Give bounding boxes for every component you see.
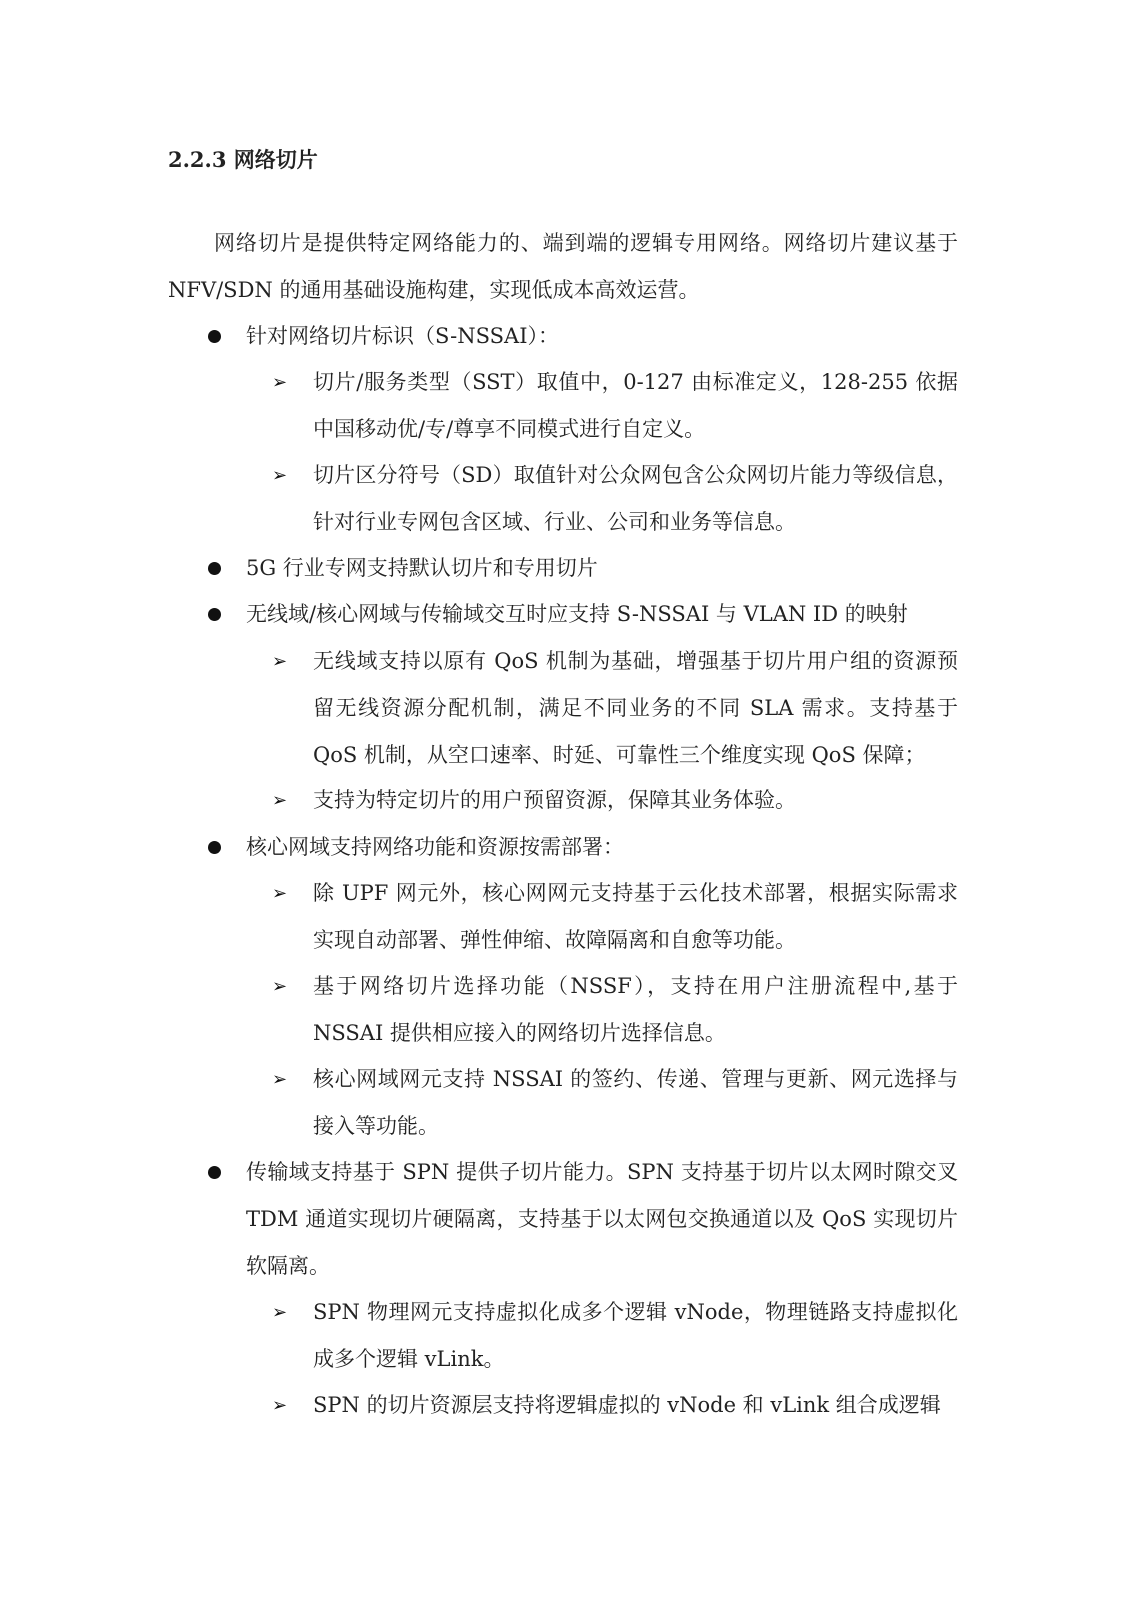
sub-item	[272, 452, 958, 546]
arrow-bullet-icon: ➢	[272, 976, 288, 997]
sub-item	[272, 1382, 958, 1429]
arrow-bullet-icon: ➢	[272, 1069, 288, 1090]
sub-item-text: 支持为特定切片的用户预留资源，保障其业务体验。	[313, 788, 796, 812]
bullet-item	[208, 824, 958, 871]
bullet-item	[208, 1149, 958, 1290]
arrow-bullet-icon: ➢	[272, 651, 288, 672]
sub-item	[272, 870, 958, 964]
sub-item-text: SPN 物理网元支持虚拟化成多个逻辑 vNode，物理链路支持虚拟化成多个逻辑 vLink。	[313, 1300, 958, 1371]
bullet-item	[208, 313, 958, 360]
bullet-dot-icon	[208, 330, 221, 343]
sub-item	[272, 1056, 958, 1150]
arrow-bullet-icon: ➢	[272, 1302, 288, 1323]
bullet-text: 核心网域支持网络功能和资源按需部署：	[246, 835, 624, 859]
arrow-bullet-icon: ➢	[272, 465, 288, 486]
sub-item-text: 除 UPF 网元外，核心网网元支持基于云化技术部署，根据实际需求实现自动部署、弹性伸缩、故障隔离和自愈等功能。	[313, 881, 958, 952]
bullet-text: 传输域支持基于 SPN 提供子切片能力。SPN 支持基于切片以太网时隙交叉 TDM 通道实现切片硬隔离，支持基于以太网包交换通道以及 QoS 实现切片软隔离。	[246, 1160, 958, 1278]
sub-item	[272, 777, 958, 824]
arrow-bullet-icon: ➢	[272, 790, 288, 811]
bullet-dot-icon	[208, 608, 221, 621]
arrow-bullet-icon: ➢	[272, 372, 288, 393]
bullet-dot-icon	[208, 562, 221, 575]
bullet-text: 5G 行业专网支持默认切片和专用切片	[246, 556, 598, 580]
intro-paragraph: 网络切片是提供特定网络能力的、端到端的逻辑专用网络。网络切片建议基于 NFV/SDN 的通用基础设施构建，实现低成本高效运营。	[168, 231, 958, 302]
sub-item	[272, 359, 958, 453]
sub-item-text: 基于网络切片选择功能（NSSF），支持在用户注册流程中,基于 NSSAI 提供相应接入的网络切片选择信息。	[313, 974, 958, 1045]
bullet-item	[208, 545, 958, 592]
arrow-bullet-icon: ➢	[272, 883, 288, 904]
sub-item-text: 无线域支持以原有 QoS 机制为基础，增强基于切片用户组的资源预留无线资源分配机制，满足不同业务的不同 SLA 需求。支持基于 QoS 机制，从空口速率、时延、可靠性三个维度实现 QoS 保障；	[313, 649, 958, 767]
bullet-dot-icon	[208, 841, 221, 854]
section-heading: 2.2.3 网络切片	[168, 147, 318, 172]
bullet-item	[208, 591, 958, 638]
sub-item-text: 核心网域网元支持 NSSAI 的签约、传递、管理与更新、网元选择与接入等功能。	[313, 1067, 958, 1138]
sub-item-text: SPN 的切片资源层支持将逻辑虚拟的 vNode 和 vLink 组合成逻辑	[313, 1393, 941, 1417]
arrow-bullet-icon: ➢	[272, 1395, 288, 1416]
bullet-text: 针对网络切片标识（S-NSSAI）：	[246, 324, 559, 348]
sub-item	[272, 1289, 958, 1383]
bullet-dot-icon	[208, 1166, 221, 1179]
bullet-text: 无线域/核心网域与传输域交互时应支持 S-NSSAI 与 VLAN ID 的映射	[246, 602, 908, 626]
sub-item-text: 切片/服务类型（SST）取值中，0-127 由标准定义，128-255 依据中国移动优/专/尊享不同模式进行自定义。	[313, 370, 958, 441]
sub-item	[272, 963, 958, 1057]
sub-item	[272, 638, 958, 779]
sub-item-text: 切片区分符号（SD）取值针对公众网包含公众网切片能力等级信息，针对行业专网包含区域、行业、公司和业务等信息。	[313, 463, 958, 534]
